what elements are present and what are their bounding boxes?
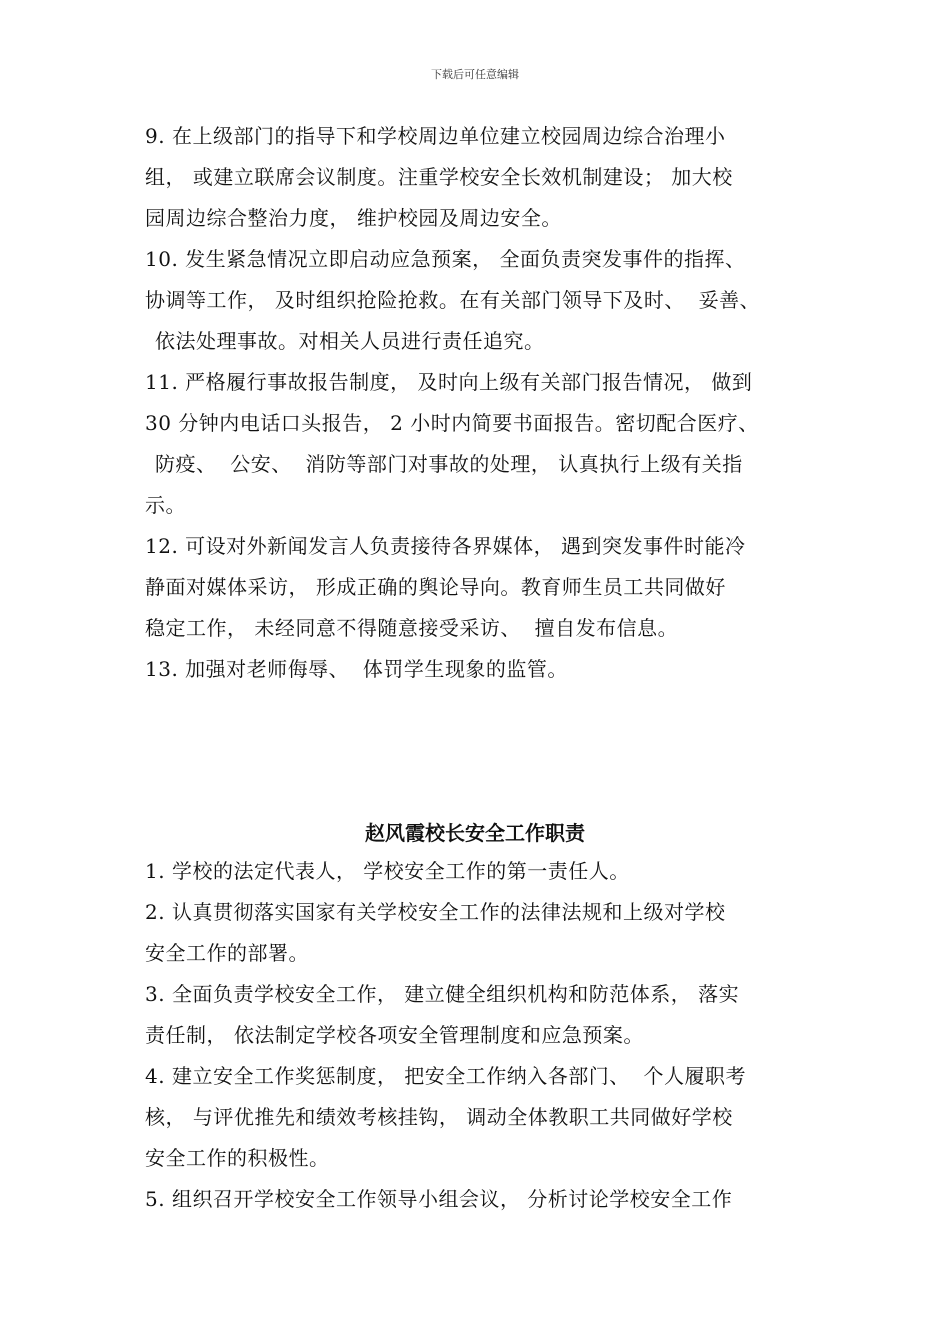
text-line: 12. 可设对外新闻发言人负责接待各界媒体， 遇到突发事件时能冷 <box>145 534 746 558</box>
text-line: 13. 加强对老师侮辱、 体罚学生现象的监管。 <box>145 657 568 681</box>
text-line: 园周边综合整治力度， 维护校园及周边安全。 <box>145 206 562 230</box>
text-line: 核， 与评优推先和绩效考核挂钩， 调动全体教职工共同做好学校 <box>145 1105 733 1129</box>
text-line: 2. 认真贯彻落实国家有关学校安全工作的法律法规和上级对学校 <box>145 900 726 924</box>
text-line: 4. 建立安全工作奖惩制度， 把安全工作纳入各部门、 个人履职考 <box>145 1064 747 1088</box>
text-line: 10. 发生紧急情况立即启动应急预案， 全面负责突发事件的指挥、 <box>145 247 746 271</box>
text-line: 协调等工作， 及时组织抢险抢救。在有关部门领导下及时、 妥善、 <box>145 288 761 312</box>
text-line: 11. 严格履行事故报告制度， 及时向上级有关部门报告情况， 做到 <box>145 370 753 394</box>
text-line: 组， 或建立联席会议制度。注重学校安全长效机制建设； 加大校 <box>145 165 733 189</box>
text-line: 示。 <box>145 493 186 517</box>
section-2-text <box>145 851 815 1220</box>
text-line: 稳定工作， 未经同意不得随意接受采访、 擅自发布信息。 <box>145 616 679 640</box>
text-line: 安全工作的部署。 <box>145 941 309 965</box>
text-line: 静面对媒体采访， 形成正确的舆论导向。教育师生员工共同做好 <box>145 575 726 599</box>
text-line: 9. 在上级部门的指导下和学校周边单位建立校园周边综合治理小 <box>145 124 726 148</box>
text-line: 1. 学校的法定代表人， 学校安全工作的第一责任人。 <box>145 859 630 883</box>
section-title: 赵风霞校长安全工作职责 <box>365 821 585 845</box>
text-line: 防疫、 公安、 消防等部门对事故的处理， 认真执行上级有关指 <box>155 452 743 476</box>
text-line: 30 分钟内电话口头报告， 2 小时内简要书面报告。密切配合医疗、 <box>145 411 759 435</box>
section-1-text <box>145 116 815 690</box>
text-line: 安全工作的积极性。 <box>145 1146 330 1170</box>
text-line: 3. 全面负责学校安全工作， 建立健全组织机构和防范体系， 落实 <box>145 982 740 1006</box>
text-line: 依法处理事故。对相关人员进行责任追究。 <box>155 329 545 353</box>
text-line: 5. 组织召开学校安全工作领导小组会议， 分析讨论学校安全工作 <box>145 1187 733 1211</box>
text-line: 责任制， 依法制定学校各项安全管理制度和应急预案。 <box>145 1023 644 1047</box>
page-header: 下载后可任意编辑 <box>431 68 519 81</box>
